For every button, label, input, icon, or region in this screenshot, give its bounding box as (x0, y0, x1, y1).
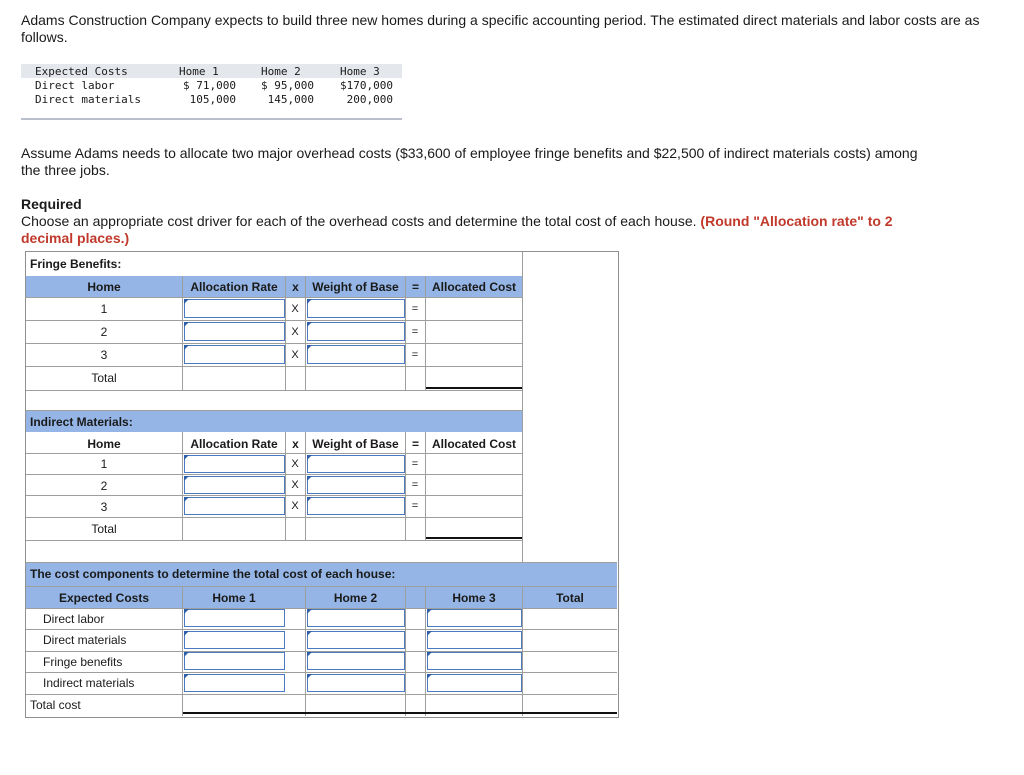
fringe-col-allocated: Allocated Cost (431, 280, 516, 294)
intro-text: Adams Construction Company expects to build three new homes during a specific accounting period. The estimated direct materials and labor costs are as follows. (21, 12, 980, 45)
equals-sign: = (411, 458, 419, 470)
fb-home1-input[interactable] (184, 652, 285, 670)
equals-sign: = (411, 303, 419, 315)
indirect-col-weight: Weight of Base (312, 437, 399, 451)
fringe-rate-input-2[interactable] (184, 322, 285, 341)
fringe-title: Fringe Benefits: (30, 257, 122, 271)
dl-home1-input[interactable] (184, 609, 285, 627)
indirect-rate-input-1[interactable] (184, 455, 285, 473)
component-label: Direct labor (43, 612, 105, 626)
costs-cell: 145,000 (267, 93, 314, 106)
costs-cell: 200,000 (346, 93, 393, 106)
fringe-col-x: x (292, 280, 299, 294)
indirect-weight-input-3[interactable] (307, 497, 405, 515)
fringe-home-3: 3 (100, 348, 108, 362)
dm-home1-input[interactable] (184, 631, 285, 649)
fb-home2-input[interactable] (307, 652, 405, 670)
fringe-home-1: 1 (100, 302, 108, 316)
equals-sign: = (411, 326, 419, 338)
costs-header-home1: Home 1 (179, 65, 219, 78)
indirect-col-rate: Allocation Rate (190, 437, 278, 451)
indirect-col-home: Home (87, 437, 121, 451)
components-col-home3: Home 3 (452, 591, 496, 605)
equals-sign: = (411, 349, 419, 361)
times-sign: X (291, 458, 299, 470)
costs-cell: $ 71,000 (183, 79, 236, 92)
indirect-home-3: 3 (100, 500, 108, 514)
required-instruction: Choose an appropriate cost driver for each of the overhead costs and determine the total cost of each house. (21, 213, 697, 229)
component-label: Direct materials (43, 633, 127, 647)
im-home3-input[interactable] (427, 674, 522, 692)
costs-row-label: Direct materials (35, 93, 141, 106)
required-heading: Required (21, 196, 82, 212)
fringe-col-eq: = (411, 280, 419, 294)
rounding-note: (Round "Allocation rate" to 2 decimal places.) (21, 213, 893, 246)
component-label: Fringe benefits (43, 655, 123, 669)
indirect-rate-input-2[interactable] (184, 476, 285, 494)
indirect-col-allocated: Allocated Cost (431, 437, 516, 451)
fringe-col-home: Home (87, 280, 121, 294)
components-col-home1: Home 1 (212, 591, 256, 605)
fringe-rate-input-3[interactable] (184, 345, 285, 364)
im-home1-input[interactable] (184, 674, 285, 692)
costs-cell: $ 95,000 (261, 79, 314, 92)
costs-cell: $170,000 (340, 79, 393, 92)
dl-home2-input[interactable] (307, 609, 405, 627)
times-sign: X (291, 303, 299, 315)
fringe-home-2: 2 (100, 325, 108, 339)
indirect-weight-input-1[interactable] (307, 455, 405, 473)
equals-sign: = (411, 479, 419, 491)
indirect-weight-input-2[interactable] (307, 476, 405, 494)
components-col-home2: Home 2 (333, 591, 378, 605)
indirect-col-eq: = (411, 437, 419, 451)
fringe-total-label: Total (91, 371, 117, 385)
indirect-home-2: 2 (100, 479, 108, 493)
components-title: The cost components to determine the total cost of each house: (30, 567, 396, 581)
fringe-weight-input-3[interactable] (307, 345, 405, 364)
costs-header-home3: Home 3 (340, 65, 380, 78)
fringe-rate-input-1[interactable] (184, 299, 285, 318)
times-sign: X (291, 479, 299, 491)
times-sign: X (291, 500, 299, 512)
costs-row-label: Direct labor (35, 79, 115, 92)
expected-costs-table (21, 64, 402, 120)
indirect-title: Indirect Materials: (30, 415, 133, 429)
components-col-total: Total (556, 591, 584, 605)
costs-cell: 105,000 (189, 93, 236, 106)
fringe-col-weight: Weight of Base (312, 280, 399, 294)
indirect-col-x: x (292, 437, 299, 451)
fb-home3-input[interactable] (427, 652, 522, 670)
fringe-weight-input-2[interactable] (307, 322, 405, 341)
component-label: Indirect materials (43, 676, 135, 690)
dm-home2-input[interactable] (307, 631, 405, 649)
indirect-home-1: 1 (100, 457, 108, 471)
times-sign: X (291, 326, 299, 338)
equals-sign: = (411, 500, 419, 512)
dm-home3-input[interactable] (427, 631, 522, 649)
indirect-total-label: Total (91, 522, 117, 536)
required-text (21, 213, 921, 247)
costs-header-label: Expected Costs (35, 65, 128, 78)
costs-header-home2: Home 2 (261, 65, 301, 78)
dl-home3-input[interactable] (427, 609, 522, 627)
components-col-expected: Expected Costs (58, 591, 150, 605)
assumption-text: Assume Adams needs to allocate two major overhead costs ($33,600 of employee fringe benefits and $22,500 of indirect materials costs) among the three jobs. (21, 145, 918, 178)
fringe-col-rate: Allocation Rate (190, 280, 278, 294)
fringe-weight-input-1[interactable] (307, 299, 405, 318)
times-sign: X (291, 349, 299, 361)
indirect-rate-input-3[interactable] (184, 497, 285, 515)
im-home2-input[interactable] (307, 674, 405, 692)
total-cost-label: Total cost (30, 698, 81, 712)
